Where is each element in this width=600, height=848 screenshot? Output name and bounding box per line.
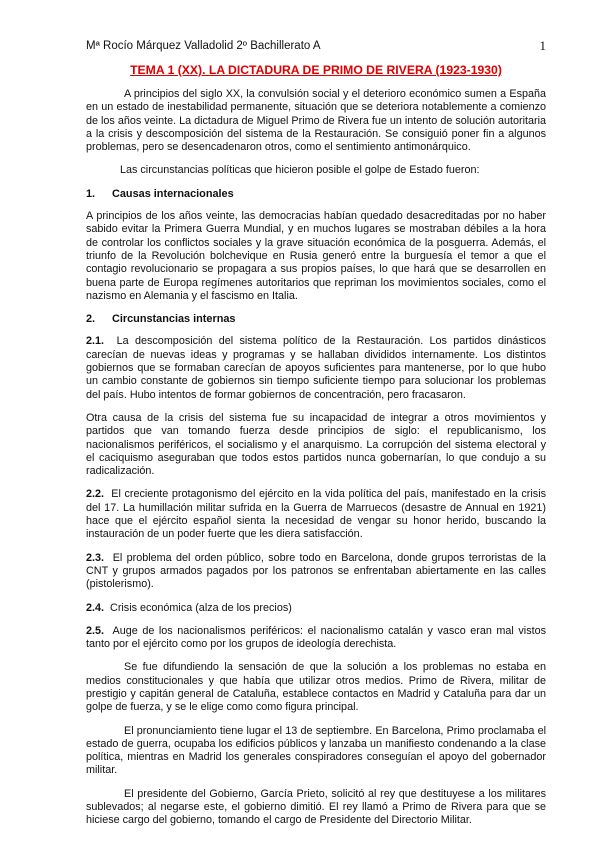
subsection-number: 2.1. xyxy=(86,335,105,348)
closing-paragraph: Se fue difundiendo la sensación de que la solución a los problemas no estaba en medios constitucionales y que había que utilizar otros medios. Primo de Rivera, militar de prestigio y capitán general de Cataluña, establece contactos en Madrid y Cataluña para dar un golpe de fuerza, y se le elige como como figura principal. xyxy=(86,661,546,714)
section-title: Circunstancias internas xyxy=(112,313,236,326)
section-number: 1. xyxy=(86,187,96,200)
closing-paragraph: El presidente del Gobierno, García Prieto, solicitó al rey que destituyese a los militares sublevados; al negarse este, el gobierno dimitió. El rey llamó a Primo de Rivera para que se hiciese cargo del gobierno, tomando el cargo de Presidente del Directorio Militar. xyxy=(86,787,546,827)
paragraph-text: Crisis económica (alza de los precios) xyxy=(110,601,292,614)
subsection-number: 2.5. xyxy=(86,624,105,637)
section-heading-1 xyxy=(86,188,546,201)
paragraph-2-1b: Otra causa de la crisis del sistema fue su incapacidad de integrar a otros movimientos y partidos que van tomando fuerza desde principios de siglo: el republicanismo, los nacionalismos periféricos, el socialismo y el anarquismo. La corrupción del sistema electoral y el caciquismo aseguraban que todos estos partidos nunca gobernarían, lo que condujo a su radicalización. xyxy=(86,411,546,478)
paragraph-2-4 xyxy=(86,602,546,615)
paragraph-2-5 xyxy=(86,625,546,652)
section-title: Causas internacionales xyxy=(112,187,234,200)
document-title: TEMA 1 (XX). LA DICTADURA DE PRIMO DE RIVERA (1923-1930) xyxy=(130,63,502,77)
section-number: 2. xyxy=(86,313,96,326)
paragraph-2-3 xyxy=(86,552,546,592)
subsection-number: 2.4. xyxy=(86,601,105,614)
paragraph-2-1 xyxy=(86,335,546,401)
paragraph-section-1: A principios de los años veinte, las democracias habían quedado desacreditadas por no haber sabido evitar la Primera Guerra Mundial, y en muchos lugares se mostraban débiles a la hora de controlar los conflictos sociales y la grave situación económica de la posguerra. Además, el triunfo de la Revolución bolchevique en Rusia generó entre la burguesía el temor a que el contagio revolucionario se propagara a sus propios países, lo que hará que se desarrollen en buena parte de Europa regímenes autoritarios que repriman los movimientos sociales, como el nazismo en Alemania y el fascismo en Italia. xyxy=(86,210,546,302)
page-number: 1 xyxy=(539,38,546,53)
subsection-number: 2.2. xyxy=(86,488,105,501)
subsection-number: 2.3. xyxy=(86,551,105,564)
paragraph-text: Auge de los nacionalismos periféricos: el nacionalismo catalán y vasco eran mal vistos tanto por el ejército como por los grupos de ideología derechista. xyxy=(86,624,546,651)
intro-paragraph: A principios del siglo XX, la convulsión social y el deterioro económico sumen a España en un estado de inestabilidad permanente, situación que se deteriora notablemente a comienzo de los años veinte. La dictadura de Miguel Primo de Rivera fue un intento de solución autoritaria a la crisis y descomposición del sistema de la Restauración. Se consiguió poner fin a algunos problemas, pero se desencadenaron otros, como el sentimiento antimonárquico. xyxy=(86,88,546,154)
intro-lead-paragraph: Las circunstancias políticas que hicieron posible el golpe de Estado fueron: xyxy=(120,164,480,177)
document-body xyxy=(86,88,546,838)
paragraph-text: El creciente protagonismo del ejército en la vida política del país, manifestado en la crisis del 17. La humillación militar sufrida en la Guerra de Marruecos (desastre de Annual en 1921) hace que el ejército español sienta la necesidad de vengar su honor herido, buscando la instauración de un poder fuerte que les diera satisfacción. xyxy=(86,488,546,541)
closing-paragraph: El pronunciamiento tiene lugar el 13 de septiembre. En Barcelona, Primo proclamaba el estado de guerra, ocupaba los edificios públicos y lanzaba un manifiesto condenando a la clase política, mientras en Madrid los generales conspiradores conseguían el apoyo del gobernador militar. xyxy=(86,724,546,777)
paragraph-text: El problema del orden público, sobre todo en Barcelona, donde grupos terroristas de la CNT y grupos armados pagados por los patronos se enfrentaban abiertamente en las calles (pistolerismo). xyxy=(86,551,546,591)
paragraph-text: La descomposición del sistema político de la Restauración. Los partidos dinásticos carecían de nuevas ideas y programas y se hallaban divididos internamente. Los distintos gobiernos que se formaban carecían de apoyos suficientes para mantenerse, por lo que hubo un cambio constante de gobiernos sin tiempo suficiente tiempo para solucionar los problemas del país. Hubo intentos de formar gobiernos de concentración, pero fracasaron. xyxy=(86,335,547,401)
paragraph-2-2 xyxy=(86,488,546,541)
section-heading-2 xyxy=(86,313,546,326)
author-line: Mª Rocío Márquez Valladolid 2º Bachillerato A xyxy=(86,40,321,52)
